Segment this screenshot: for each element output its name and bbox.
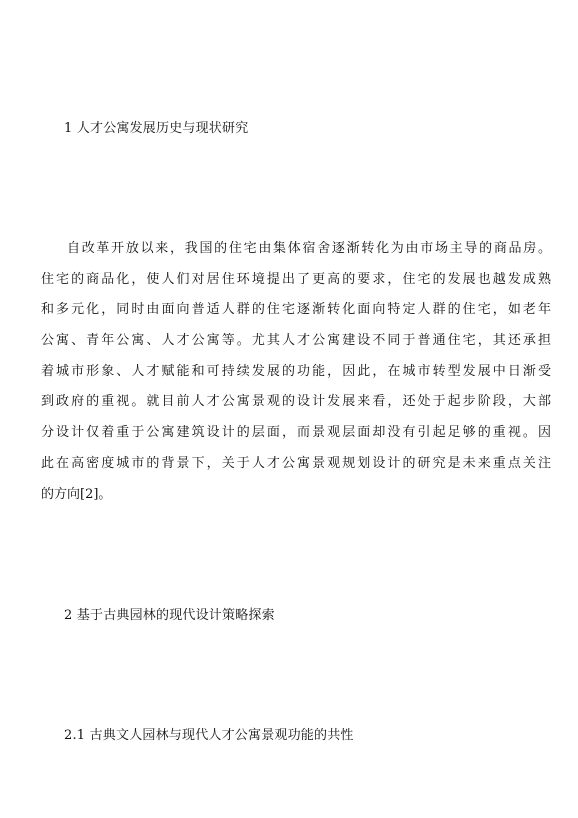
paragraph-line: 此在高密度城市的背景下，关于人才公寓景观规划设计的研究是未来重点关注 xyxy=(41,455,551,471)
paragraph-line: 的方向[2]。 xyxy=(41,486,112,502)
paragraph-line: 着城市形象、人才赋能和可持续发展的功能，因此，在城市转型发展中日渐受 xyxy=(41,363,551,379)
paragraph-line: 到政府的重视。就目前人才公寓景观的设计发展来看，还处于起步阶段，大部 xyxy=(41,394,551,410)
paragraph-line: 住宅的商品化，使人们对居住环境提出了更高的要求，住宅的发展也越发成熟 xyxy=(41,271,551,287)
paragraph-line: 和多元化，同时由面向普适人群的住宅逐渐转化面向特定人群的住宅，如老年 xyxy=(41,302,551,318)
body-paragraph xyxy=(41,234,551,510)
paragraph-line: 公寓、青年公寓、人才公寓等。尤其人才公寓建设不同于普通住宅，其还承担 xyxy=(41,333,551,349)
section-heading-2: 2 基于古典园林的现代设计策略探索 xyxy=(64,608,275,623)
subsection-heading-2-1: 2.1 古典文人园林与现代人才公寓景观功能的共性 xyxy=(64,728,354,743)
section-heading-1: 1 人才公寓发展历史与现状研究 xyxy=(64,121,249,136)
paragraph-line: 分设计仅着重于公寓建筑设计的层面，而景观层面却没有引起足够的重视。因 xyxy=(41,425,551,441)
paragraph-line: 自改革开放以来，我国的住宅由集体宿舍逐渐转化为由市场主导的商品房。 xyxy=(67,241,551,256)
